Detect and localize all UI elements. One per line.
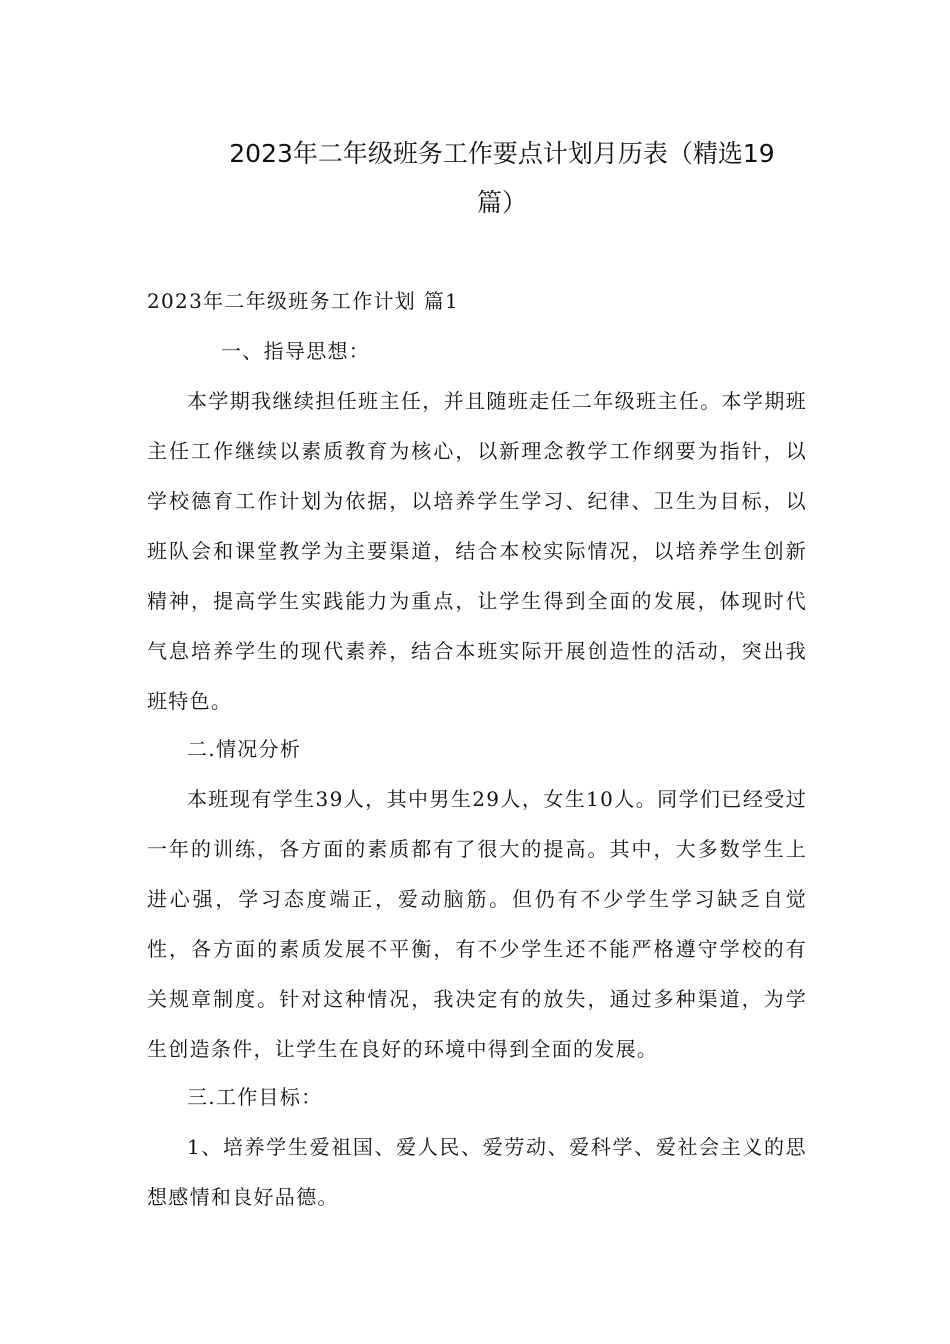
section-3-heading: 三.工作目标：: [187, 1085, 323, 1109]
section-1-heading: 一、指导思想：: [221, 339, 371, 363]
section-2-heading: 二.情况分析: [187, 737, 302, 761]
goal-item-1: 1、培养学生爱祖国、爱人民、爱劳动、爱科学、爱社会主义的思想感情和良好品德。: [147, 1135, 807, 1209]
document-title-line-2: 篇）: [476, 188, 527, 217]
document-title-line-1: 2023年二年级班务工作要点计划月历表（精选19: [229, 139, 775, 168]
section-2-body: 本班现有学生39人，其中男生29人，女生10人。同学们已经受过一年的训练，各方面的素质都有了很大的提高。其中，大多数学生上进心强，学习态度端正，爱动脑筋。但仍有不少学生学习缺乏自觉性，各方面的素质发展不平衡，有不少学生还不能严格遵守学校的有关规章制度。针对这种情况，我决定有的放失，通过多种渠道，为学生创造条件，让学生在良好的环境中得到全面的发展。: [147, 787, 807, 1061]
section-1-body: 本学期我继续担任班主任，并且随班走任二年级班主任。本学期班主任工作继续以素质教育为核心，以新理念教学工作纲要为指针，以学校德育工作计划为依据，以培养学生学习、纪律、卫生为目标，以班队会和课堂教学为主要渠道，结合本校实际情况，以培养学生创新精神，提高学生实践能力为重点，让学生得到全面的发展，体现时代气息培养学生的现代素养，结合本班实际开展创造性的活动，突出我班特色。: [147, 389, 807, 713]
plan-subtitle: 2023年二年级班务工作计划 篇1: [147, 289, 460, 313]
